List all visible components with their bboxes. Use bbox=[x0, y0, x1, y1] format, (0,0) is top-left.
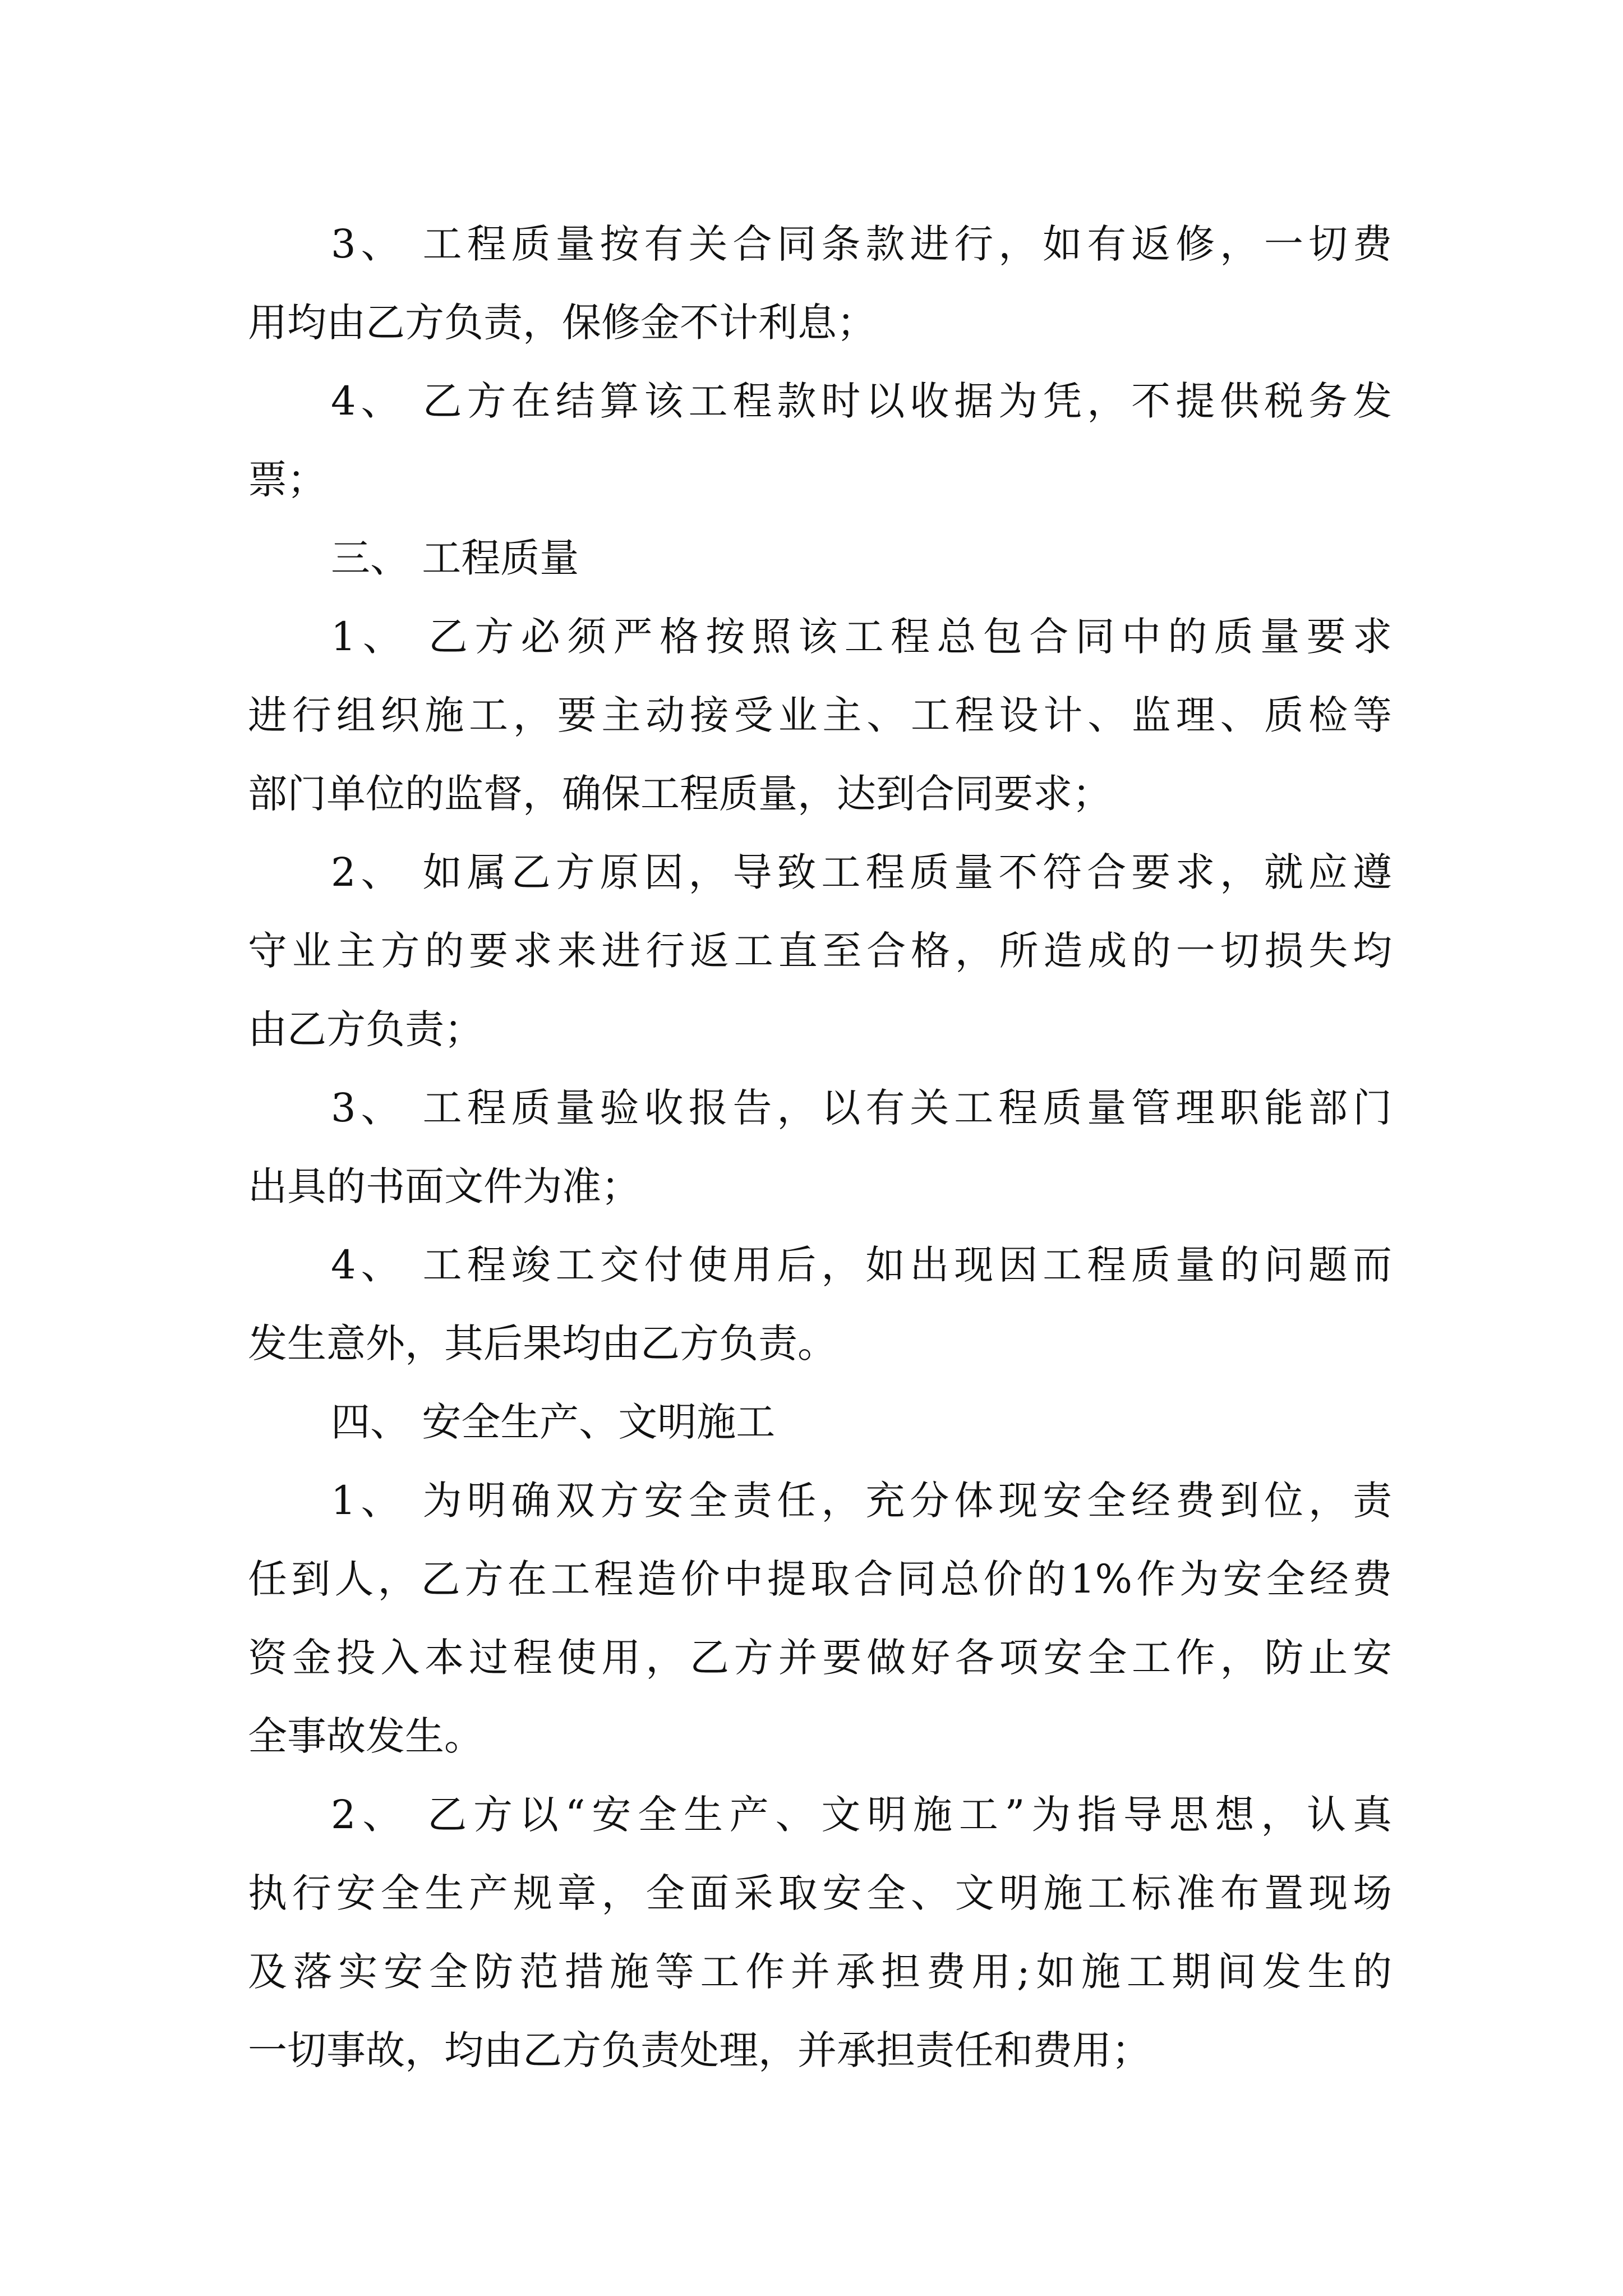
paragraph-line: 发生意外，其后果均由乙方负责。 bbox=[248, 1320, 837, 1366]
section-heading: 三、 工程质量 bbox=[331, 535, 579, 581]
paragraph-line: 资金投入本过程使用，乙方并要做好各项安全工作，防止安 bbox=[248, 1635, 1392, 1681]
paragraph-line: 2、 乙方以“安全生产、文明施工”为指导思想，认真 bbox=[331, 1792, 1392, 1838]
section-heading: 四、 安全生产、文明施工 bbox=[331, 1399, 776, 1445]
paragraph-line: 3、 工程质量验收报告，以有关工程质量管理职能部门 bbox=[331, 1085, 1392, 1131]
paragraph-line: 2、 如属乙方原因，导致工程质量不符合要求，就应遵 bbox=[331, 849, 1392, 895]
paragraph-line: 1、 乙方必须严格按照该工程总包合同中的质量要求 bbox=[331, 614, 1392, 660]
paragraph-line: 守业主方的要求来进行返工直至合格，所造成的一切损失均 bbox=[248, 928, 1392, 974]
paragraph-line: 4、 乙方在结算该工程款时以收据为凭，不提供税务发 bbox=[331, 378, 1392, 424]
paragraph-line: 用均由乙方负责，保修金不计利息； bbox=[248, 300, 876, 346]
paragraph-line: 执行安全生产规章，全面采取安全、文明施工标准布置现场 bbox=[248, 1870, 1392, 1916]
paragraph-line: 1、 为明确双方安全责任，充分体现安全经费到位，责 bbox=[331, 1478, 1392, 1524]
paragraph-line: 部门单位的监督，确保工程质量，达到合同要求； bbox=[248, 771, 1112, 817]
paragraph-line: 由乙方负责； bbox=[248, 1006, 483, 1052]
paragraph-line: 4、 工程竣工交付使用后，如出现因工程质量的问题而 bbox=[331, 1242, 1392, 1288]
paragraph-line: 出具的书面文件为准； bbox=[248, 1163, 640, 1209]
paragraph-line: 一切事故，均由乙方负责处理，并承担责任和费用； bbox=[248, 2027, 1151, 2073]
paragraph-line: 进行组织施工，要主动接受业主、工程设计、监理、质检等 bbox=[248, 692, 1392, 738]
paragraph-line: 3、 工程质量按有关合同条款进行，如有返修，一切费 bbox=[331, 221, 1392, 267]
paragraph-line: 票； bbox=[248, 457, 326, 503]
paragraph-line: 全事故发生。 bbox=[248, 1713, 483, 1759]
paragraph-line: 任到人，乙方在工程造价中提取合同总价的1%作为安全经费 bbox=[248, 1556, 1392, 1602]
paragraph-line: 及落实安全防范措施等工作并承担费用;如施工期间发生的 bbox=[248, 1949, 1392, 1995]
